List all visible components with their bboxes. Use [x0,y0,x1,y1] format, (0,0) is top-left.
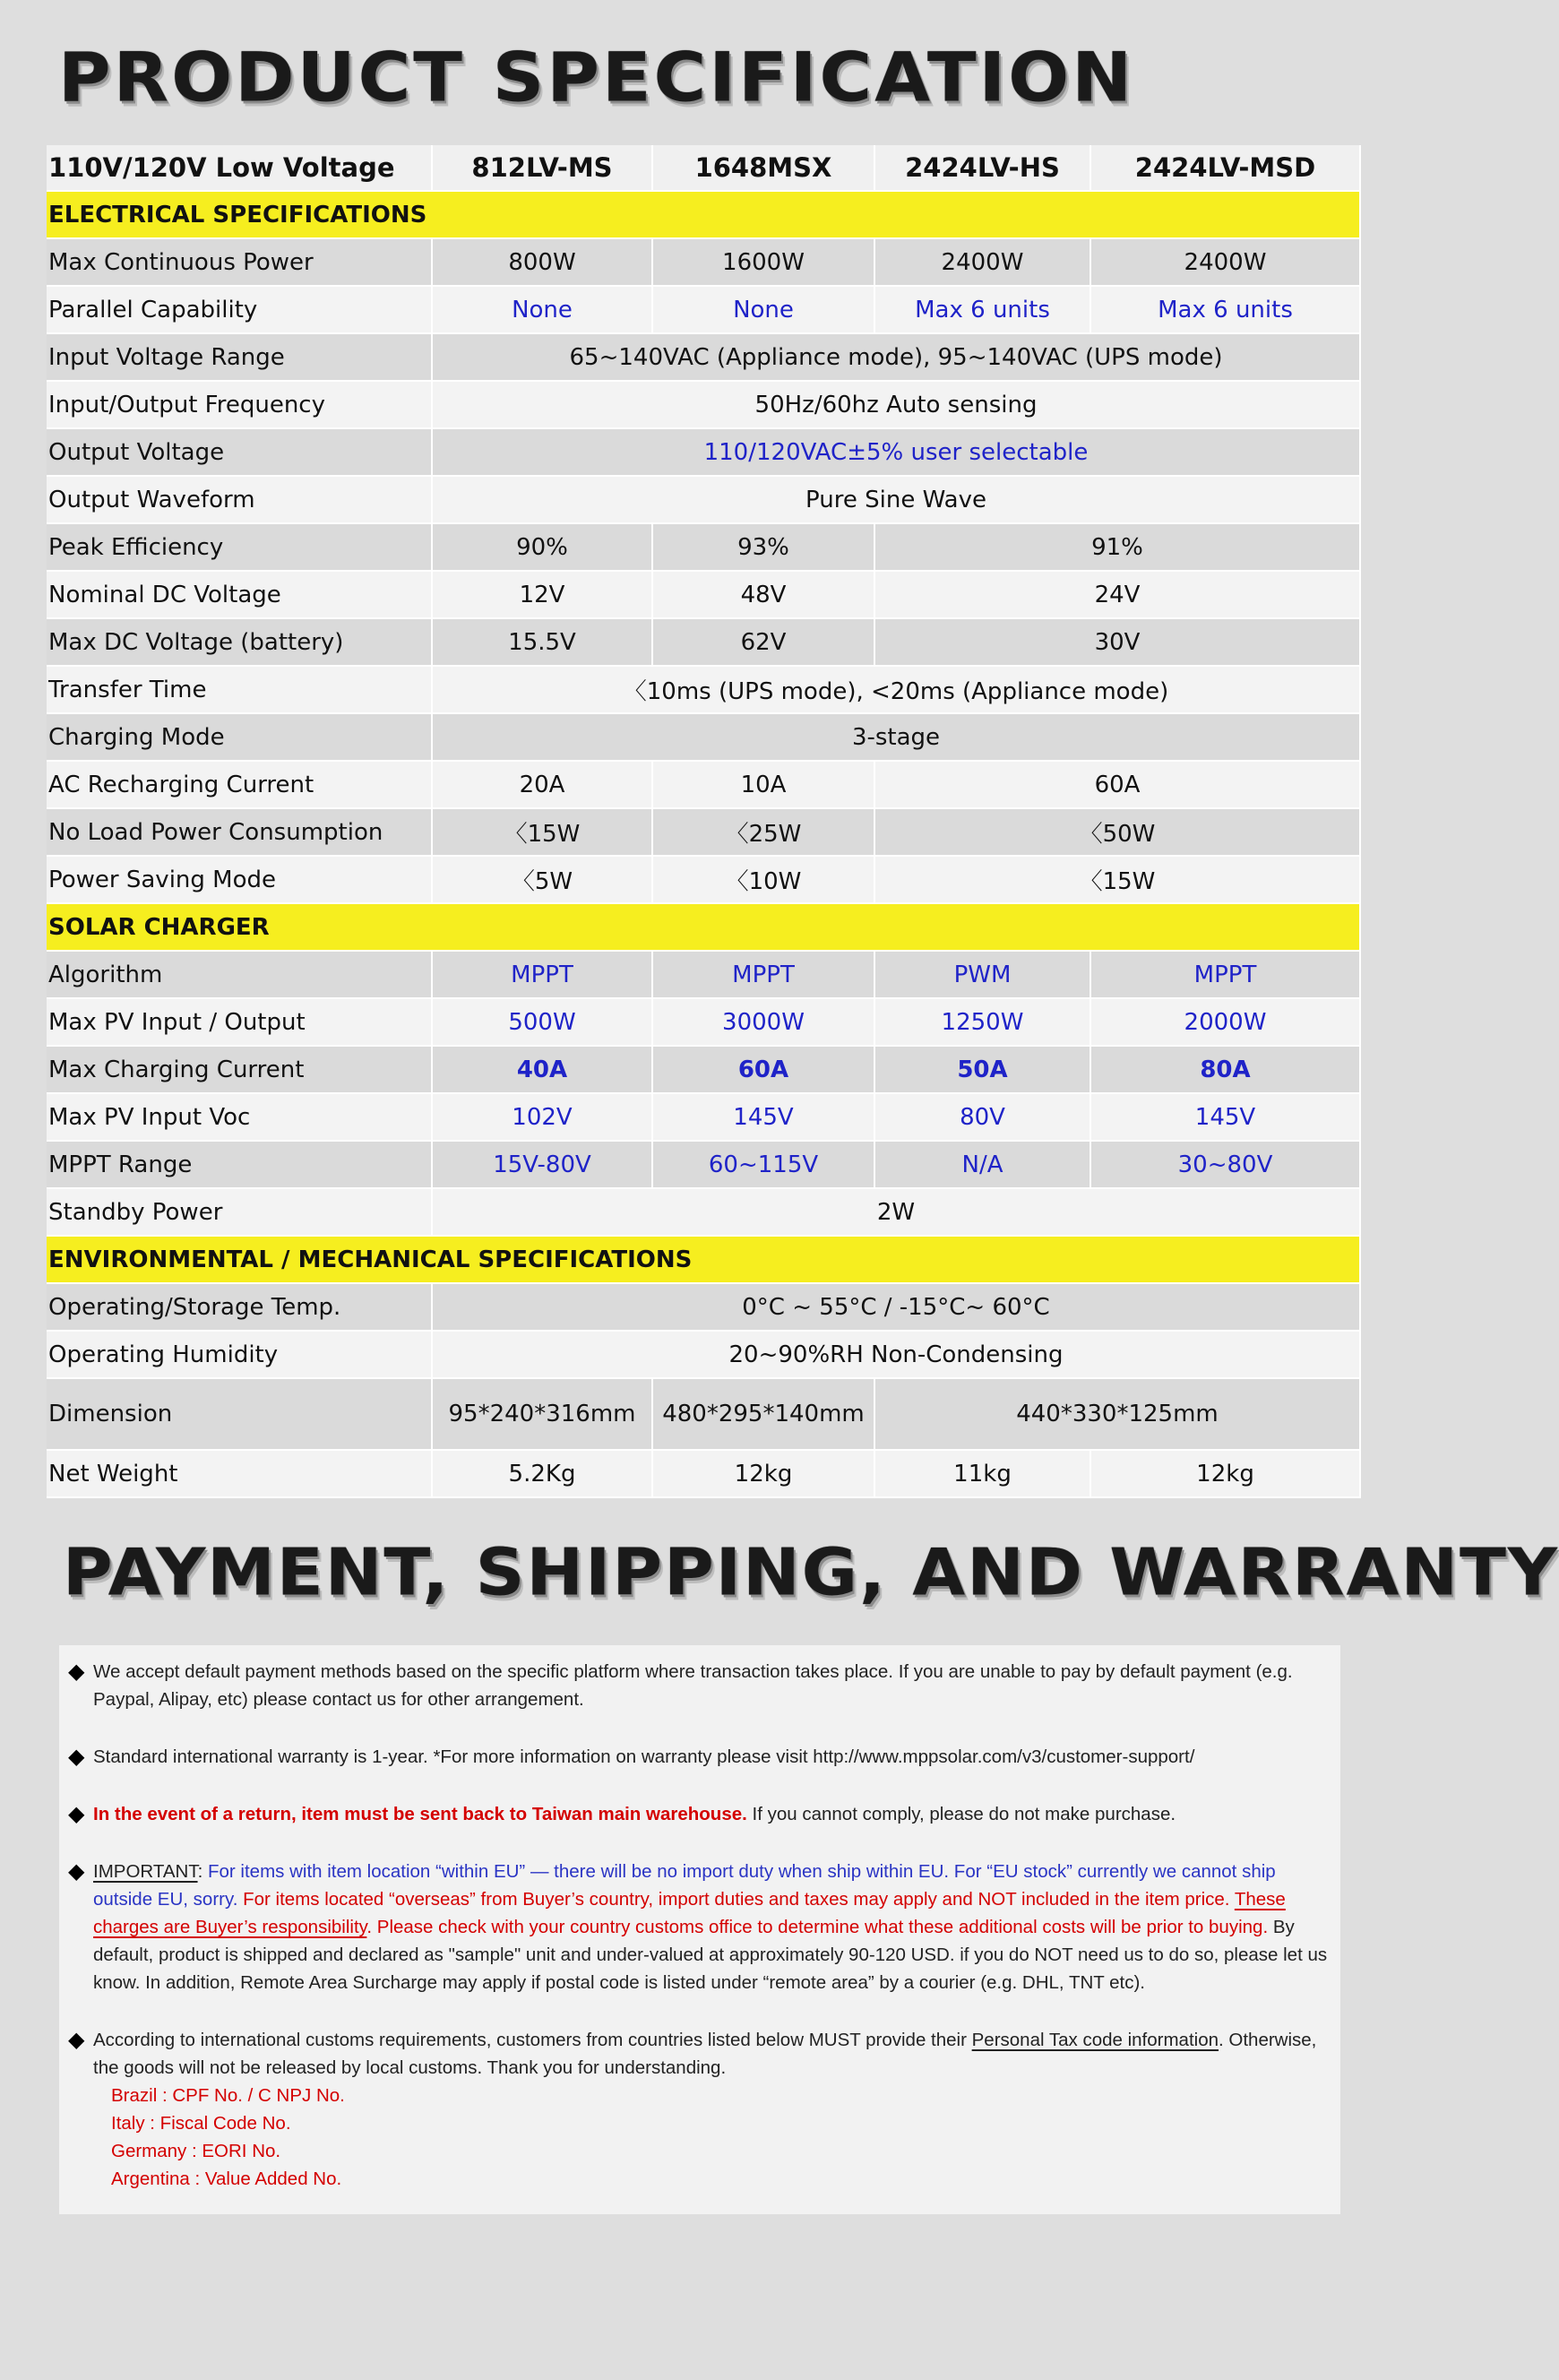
row-label: Peak Efficiency [47,523,432,571]
cell: 12kg [652,1450,874,1497]
section-environmental: ENVIRONMENTAL / MECHANICAL SPECIFICATIONS [47,1236,1360,1283]
row-label: Standby Power [47,1188,432,1236]
list-item [68,1658,1340,1713]
diamond-bullet-icon: ◆ [68,2028,85,2052]
cell: None [432,286,652,333]
table-row [47,1141,1360,1188]
cell: 1250W [874,998,1090,1046]
country-argentina: Argentina : Value Added No. [111,2169,342,2189]
row-label: Max PV Input / Output [47,998,432,1046]
row-label: AC Recharging Current [47,761,432,808]
cell: 50Hz/60hz Auto sensing [432,381,1360,428]
table-row [47,1093,1360,1141]
header-model: 1648MSX [652,145,874,191]
table-row [47,808,1360,856]
cell: 3000W [652,998,874,1046]
important-colon: : [197,1861,208,1882]
list-item [68,1743,1340,1771]
cell: MPPT [432,951,652,998]
row-label: Max Continuous Power [47,238,432,286]
table-row [47,666,1360,713]
cell: 15V-80V [432,1141,652,1188]
cell: 500W [432,998,652,1046]
cell: 110/120VAC±5% user selectable [432,428,1360,476]
shipping-note: By default, product is shipped and declared as "sample" unit and under-valued at approximately 90-120 USD. if you do NOT need us to do so, please let us know. In addition, Remote Area Surcharge may apply if postal code is listed under “remote area” by a courier (e.g. DHL, TNT etc). [93,1917,1328,1993]
cell: 800W [432,238,652,286]
cell: Max 6 units [1090,286,1360,333]
cell: 12kg [1090,1450,1360,1497]
cell: 2000W [1090,998,1360,1046]
row-label: Max PV Input Voc [47,1093,432,1141]
cell: N/A [874,1141,1090,1188]
table-row [47,951,1360,998]
table-row [47,428,1360,476]
section-header [47,1236,1360,1283]
cell: 2400W [1090,238,1360,286]
diamond-bullet-icon: ◆ [68,1660,85,1684]
row-label: Max Charging Current [47,1046,432,1093]
list-item [68,2026,1340,2193]
table-row [47,333,1360,381]
payment-notes [59,1645,1340,2214]
row-label: Output Voltage [47,428,432,476]
header-label: 110V/120V Low Voltage [47,145,432,191]
cell: 2W [432,1188,1360,1236]
cell: 30~80V [1090,1141,1360,1188]
table-row [47,1450,1360,1497]
cell: 〈10W [652,856,874,903]
section-header [47,191,1360,238]
table-row [47,1378,1360,1450]
table-row [47,381,1360,428]
payment-title: PAYMENT, SHIPPING, AND WARRANTY [63,1534,1559,1610]
table-header [47,145,1360,191]
table-row [47,1188,1360,1236]
cell: 〈15W [432,808,652,856]
cell: 20~90%RH Non-Condensing [432,1331,1360,1378]
tax-code-label: Personal Tax code information [971,2030,1219,2050]
country-brazil: Brazil : CPF No. / C NPJ No. [111,2085,345,2106]
warranty-text: Standard international warranty is 1-year. *For more information on warranty please visit http://www.mppsolar.com/v3/customer-support/ [93,1746,1195,1767]
eu-note: For items with item location “within EU” — there will be no import duty when ship within EU. For “EU stock” currently we cannot ship outside EU, sorry. [93,1861,1276,1910]
cell: 60A [874,761,1360,808]
row-label: Max DC Voltage (battery) [47,618,432,666]
cell: 145V [1090,1093,1360,1141]
cell: 80V [874,1093,1090,1141]
cell: MPPT [1090,951,1360,998]
cell: 440*330*125mm [874,1378,1360,1450]
cell: 〈5W [432,856,652,903]
cell: 80A [1090,1046,1360,1093]
section-electrical: ELECTRICAL SPECIFICATIONS [47,191,1360,238]
cell: 10A [652,761,874,808]
cell: MPPT [652,951,874,998]
table-row [47,1283,1360,1331]
diamond-bullet-icon: ◆ [68,1859,85,1884]
table-row [47,238,1360,286]
customs-note: . Please check with your country customs office to determine what these additional costs will be prior to buying. [366,1917,1269,1937]
payment-text: We accept default payment methods based on the specific platform where transaction takes place. If you are unable to pay by default payment (e.g. Paypal, Alipay, etc) please contact us for other arrangement. [93,1661,1293,1710]
return-rest: If you cannot comply, please do not make purchase. [746,1804,1176,1824]
tax-text-b: . Otherwise, the goods will not be released by local customs. Thank you for understanding. [93,2030,1317,2078]
country-italy: Italy : Fiscal Code No. [111,2113,291,2134]
row-label: Power Saving Mode [47,856,432,903]
list-item [68,1858,1340,1996]
cell: 90% [432,523,652,571]
spec-table [47,145,1361,1498]
cell: PWM [874,951,1090,998]
list-item [68,1800,1340,1828]
buyer-responsibility: These charges are Buyer’s responsibility [93,1889,1286,1937]
table-row [47,286,1360,333]
row-label: Charging Mode [47,713,432,761]
cell: 480*295*140mm [652,1378,874,1450]
row-label: No Load Power Consumption [47,808,432,856]
important-text [93,1858,1340,1996]
cell: 20A [432,761,652,808]
cell: 145V [652,1093,874,1141]
cell: 2400W [874,238,1090,286]
row-label: Operating/Storage Temp. [47,1283,432,1331]
row-label: Transfer Time [47,666,432,713]
cell: 〈25W [652,808,874,856]
row-label: Input/Output Frequency [47,381,432,428]
cell: 5.2Kg [432,1450,652,1497]
cell: 40A [432,1046,652,1093]
section-header [47,903,1360,951]
row-label: Nominal DC Voltage [47,571,432,618]
table-row [47,571,1360,618]
cell: Max 6 units [874,286,1090,333]
row-label: Parallel Capability [47,286,432,333]
section-solar: SOLAR CHARGER [47,903,1360,951]
cell: 95*240*316mm [432,1378,652,1450]
page-title: PRODUCT SPECIFICATION [58,38,1135,117]
important-label: IMPORTANT [93,1861,198,1882]
cell: 0°C ~ 55°C / -15°C~ 60°C [432,1283,1360,1331]
cell: 11kg [874,1450,1090,1497]
country-germany: Germany : EORI No. [111,2141,281,2161]
cell: 3-stage [432,713,1360,761]
cell: 30V [874,618,1360,666]
row-label: Input Voltage Range [47,333,432,381]
table-row [47,713,1360,761]
row-label: Operating Humidity [47,1331,432,1378]
diamond-bullet-icon: ◆ [68,1802,85,1826]
cell: 1600W [652,238,874,286]
cell: 50A [874,1046,1090,1093]
cell: 65~140VAC (Appliance mode), 95~140VAC (UPS mode) [432,333,1360,381]
return-warning: In the event of a return, item must be sent back to Taiwan main warehouse. [93,1804,747,1824]
cell: None [652,286,874,333]
cell: 60~115V [652,1141,874,1188]
row-label: Algorithm [47,951,432,998]
cell: 48V [652,571,874,618]
cell: 24V [874,571,1360,618]
table-row [47,998,1360,1046]
table-row [47,1046,1360,1093]
cell: 60A [652,1046,874,1093]
tax-text-a: According to international customs requirements, customers from countries listed below MUST provide their [93,2030,972,2050]
diamond-bullet-icon: ◆ [68,1745,85,1769]
cell: Pure Sine Wave [432,476,1360,523]
cell: 102V [432,1093,652,1141]
table-row [47,856,1360,903]
return-text [93,1800,1340,1828]
row-label: Net Weight [47,1450,432,1497]
table-row [47,1331,1360,1378]
row-label: MPPT Range [47,1141,432,1188]
table-row [47,618,1360,666]
cell: 15.5V [432,618,652,666]
overseas-note: For items located “overseas” from Buyer’s country, import duties and taxes may apply and NOT included in the item price. [243,1889,1235,1910]
cell: 62V [652,618,874,666]
cell: 〈15W [874,856,1360,903]
cell: 〈50W [874,808,1360,856]
cell: 12V [432,571,652,618]
tax-text [93,2026,1340,2193]
cell: 〈10ms (UPS mode), <20ms (Appliance mode) [432,666,1360,713]
header-model: 2424LV-MSD [1090,145,1360,191]
table-row [47,761,1360,808]
row-label: Output Waveform [47,476,432,523]
header-model: 812LV-MS [432,145,652,191]
header-model: 2424LV-HS [874,145,1090,191]
cell: 93% [652,523,874,571]
table-row [47,476,1360,523]
cell: 91% [874,523,1360,571]
row-label: Dimension [47,1378,432,1450]
table-row [47,523,1360,571]
